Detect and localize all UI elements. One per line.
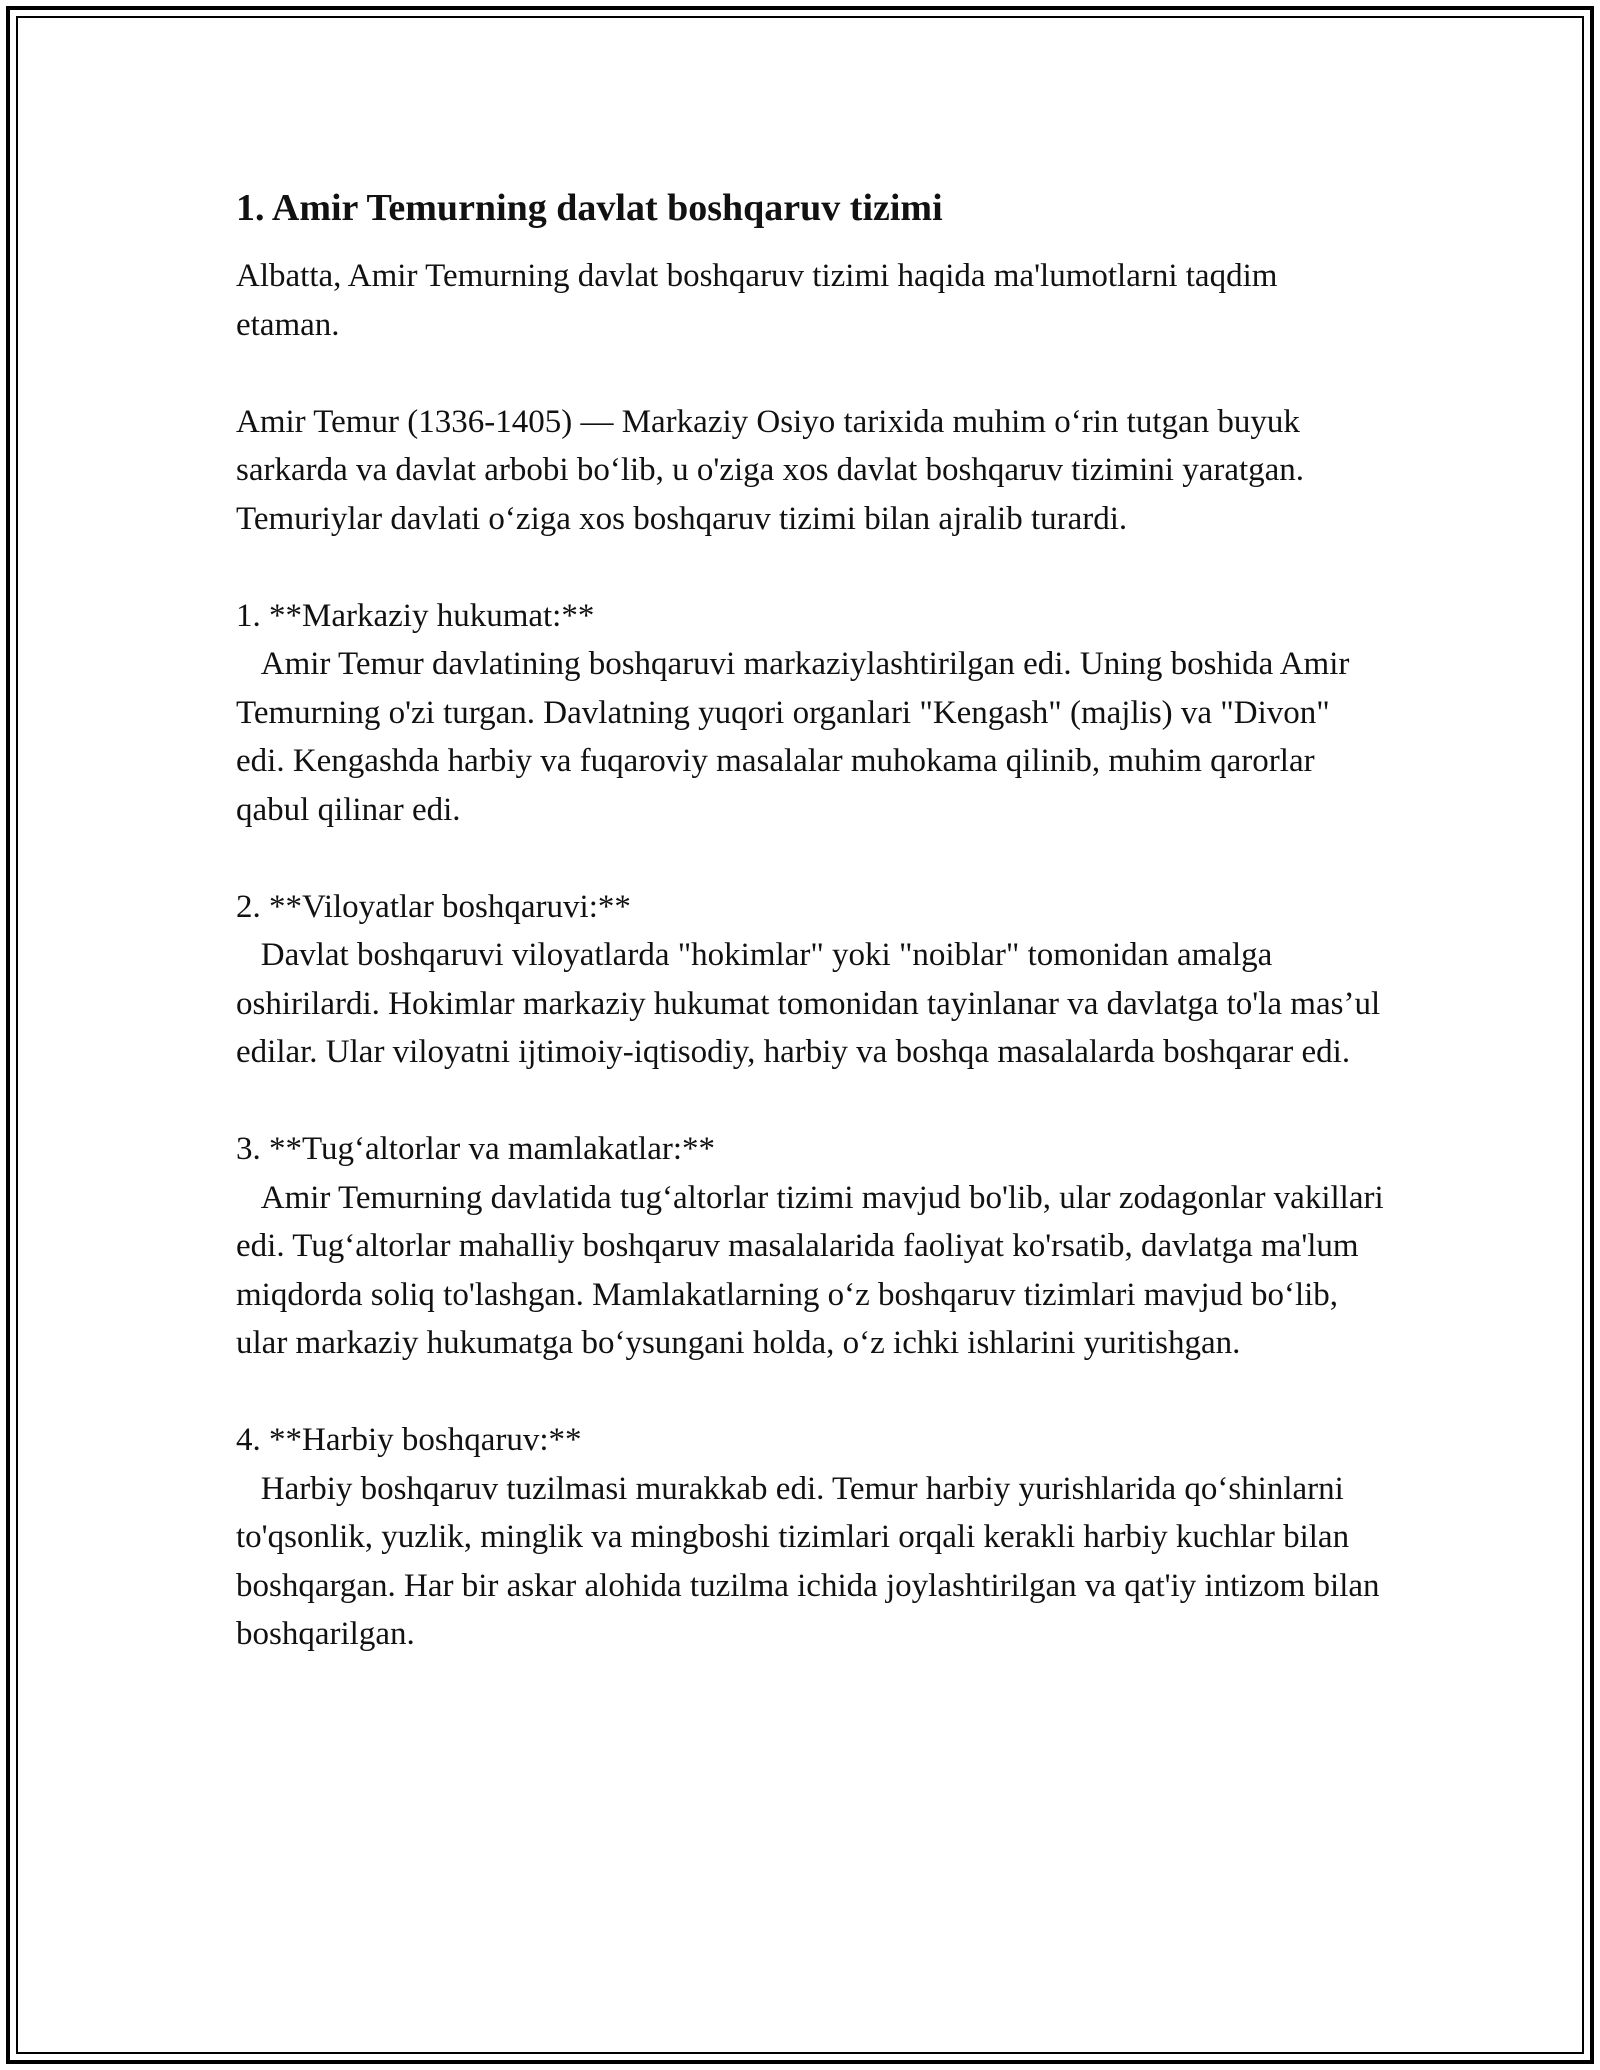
section-heading: 2. **Viloyatlar boshqaruvi:**	[236, 888, 631, 925]
intro-paragraph: Albatta, Amir Temurning davlat boshqaruv tizimi haqida ma'lumotlarni taqdim etaman.	[236, 258, 1278, 343]
section-provinces	[236, 883, 1386, 1077]
overview-paragraph: Amir Temur (1336-1405) — Markaziy Osiyo tarixida muhim o‘rin tutgan buyuk sarkarda va davlat arbobi bo‘lib, u o'ziga xos davlat boshqaruv tizimini yaratgan. Temuriylar davlati o‘ziga xos boshqaruv tizimi bilan ajralib turardi.	[236, 403, 1305, 537]
document-body	[236, 184, 1386, 1707]
section-heading: 3. **Tug‘altorlar va mamlakatlar:**	[236, 1131, 715, 1167]
section-body: Amir Temur davlatining boshqaruvi markaziylashtirilgan edi. Uning boshida Amir Temurning o'zi turgan. Davlatning yuqori organlari "Kengash" (majlis) va "Divon" edi. Kengashda harbiy va fuqaroviy masalalar muhokama qilinib, muhim qarorlar qabul qilinar edi.	[236, 646, 1350, 828]
section-military	[236, 1416, 1386, 1659]
section-body: Amir Temurning davlatida tug‘altorlar tizimi mavjud bo'lib, ular zodagonlar vakillari edi. Tug‘altorlar mahalliy boshqaruv masalalarida faoliyat ko'rsatib, davlatga ma'lum miqdorda soliq to'lashgan. Mamlakatlarning o‘z boshqaruv tizimlari mavjud bo‘lib, ular markaziy hukumatga bo‘ysungani holda, o‘z ichki ishlarini yuritishgan.	[236, 1179, 1384, 1361]
document-title: 1. Amir Temurning davlat boshqaruv tizimi	[236, 187, 943, 229]
section-body: Harbiy boshqaruv tuzilmasi murakkab edi. Temur harbiy yurishlarida qo‘shinlarni to'qsonlik, yuzlik, minglik va mingboshi tizimlari orqali kerakli harbiy kuchlar bilan boshqargan. Har bir askar alohida tuzilma ichida joylashtirilgan va qat'iy intizom bilan boshqarilgan.	[236, 1470, 1380, 1652]
section-body: Davlat boshqaruvi viloyatlarda "hokimlar" yoki "noiblar" tomonidan amalga oshirilardi. Hokimlar markaziy hukumat tomonidan tayinlanar va davlatga to'la mas’ul edilar. Ular viloyatni ijtimoiy-iqtisodiy, harbiy va boshqa masalalarda boshqarar edi.	[236, 937, 1381, 1070]
section-heading: 1. **Markaziy hukumat:**	[236, 597, 595, 634]
section-heading: 4. **Harbiy boshqaruv:**	[236, 1422, 582, 1458]
section-central-government	[236, 592, 1386, 835]
section-tugaltors	[236, 1125, 1386, 1368]
